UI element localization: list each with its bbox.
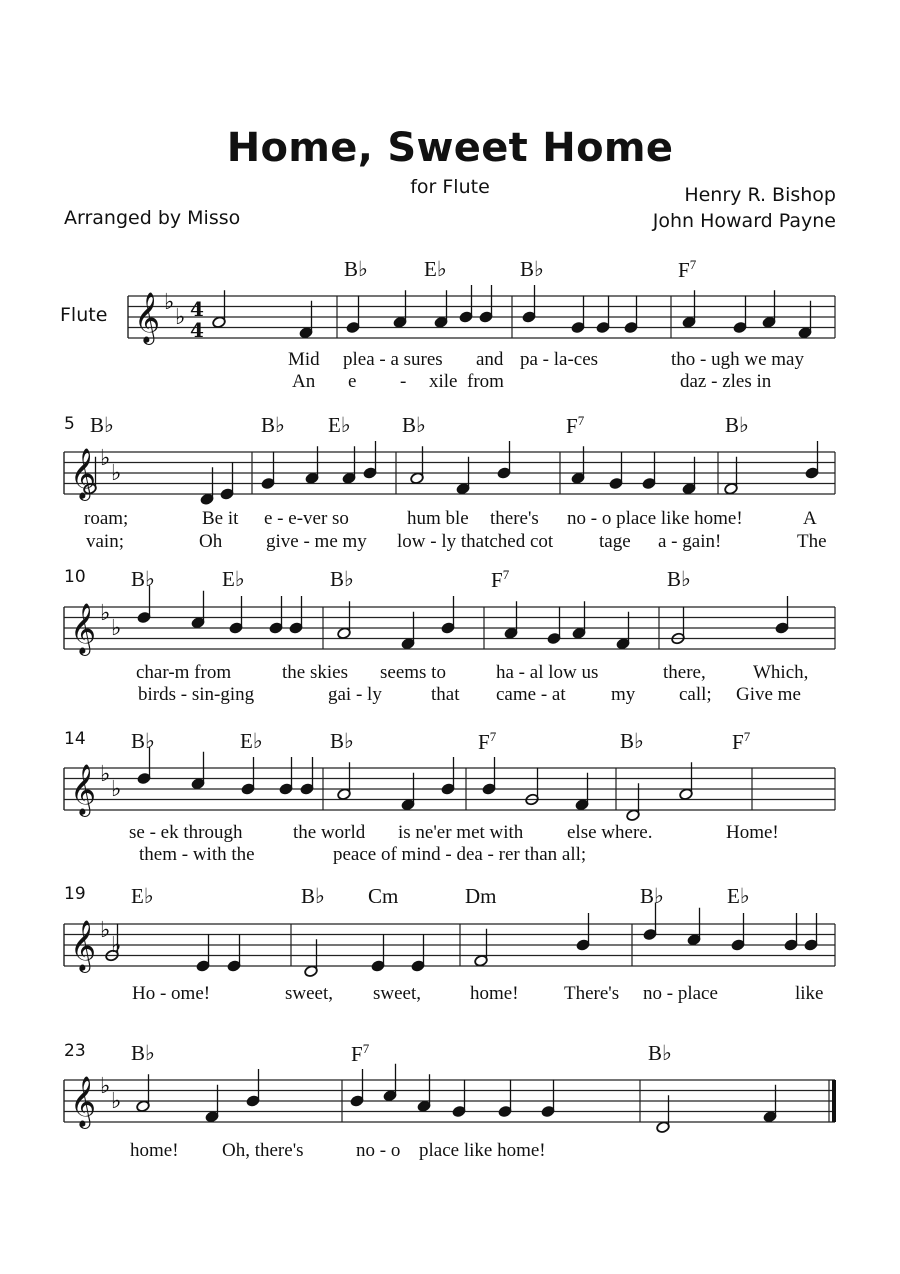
flat-icon: ♭	[100, 1074, 111, 1099]
lyric: Oh, there's	[222, 1140, 304, 1161]
lyric: no - o place like home!	[567, 508, 743, 529]
treble-clef-icon: 𝄞	[70, 603, 97, 654]
measure-number: 23	[64, 1041, 86, 1061]
flat-icon: ♭	[111, 933, 122, 958]
lyric: place like home!	[419, 1140, 546, 1161]
composer-credit: Henry R. Bishop	[684, 184, 836, 206]
chord-symbol: $F^7$	[351, 1041, 370, 1066]
time-signature-numerator: 4	[190, 297, 204, 321]
lyric: seems to	[380, 662, 446, 683]
lyric: my	[611, 684, 636, 705]
chord-symbol: B♭	[620, 729, 644, 753]
score-subtitle: for Flute	[410, 176, 490, 198]
lyric: roam;	[84, 508, 129, 529]
chord-symbol: B♭	[131, 1041, 155, 1065]
lyric: Which,	[753, 662, 809, 683]
lyric: and	[476, 349, 504, 370]
lyric: home!	[130, 1140, 179, 1161]
chord-symbol: B♭	[520, 257, 544, 281]
lyric: Be it	[202, 508, 239, 529]
chord-symbol: E♭	[131, 884, 154, 908]
lyric: peace of mind - dea - rer than all;	[333, 844, 587, 865]
lyric: sweet,	[285, 983, 334, 1004]
lyric: no - o	[356, 1140, 401, 1161]
chord-symbol: E♭	[240, 729, 263, 753]
measure-number: 14	[64, 729, 86, 749]
score-title: Home, Sweet Home	[226, 125, 674, 171]
chord-symbol: E♭	[727, 884, 750, 908]
chord-symbol: B♭	[330, 567, 354, 591]
chord-symbol: B♭	[402, 413, 426, 437]
lyric: There's	[564, 983, 620, 1004]
lyric: from	[467, 371, 504, 392]
lyric: The	[797, 531, 827, 552]
lyric: the skies	[282, 662, 348, 683]
treble-clef-icon: 𝄞	[70, 448, 97, 499]
chord-symbol: $F^7$	[478, 729, 497, 754]
treble-clef-icon: 𝄞	[70, 764, 97, 815]
lyric: them - with the	[139, 844, 255, 865]
lyric: plea - a sures	[343, 349, 443, 370]
measure-number: 10	[64, 567, 86, 587]
chord-symbol: B♭	[301, 884, 325, 908]
arranger-credit: Arranged by Misso	[64, 207, 241, 229]
treble-clef-icon: 𝄞	[70, 920, 97, 971]
lyric: pa - la-ces	[520, 349, 599, 370]
lyric: no - place	[643, 983, 718, 1004]
lyric: came - at	[496, 684, 566, 705]
chord-symbol: B♭	[330, 729, 354, 753]
lyric: -	[400, 371, 407, 392]
chord-symbol: $F^7$	[566, 413, 585, 438]
lyric: birds - sin-ging	[138, 684, 255, 705]
chord-symbol: B♭	[640, 884, 664, 908]
lyric: ha - al low us	[496, 662, 599, 683]
chord-symbol: B♭	[725, 413, 749, 437]
flat-icon: ♭	[111, 616, 122, 641]
chord-symbol: B♭	[131, 567, 155, 591]
flat-icon: ♭	[100, 918, 111, 943]
lyric: sweet,	[373, 983, 422, 1004]
lyric: daz - zles in	[680, 371, 772, 392]
lyric: An	[292, 371, 316, 392]
chord-symbol: E♭	[222, 567, 245, 591]
lyric: char-m from	[136, 662, 232, 683]
chord-symbol: $F^7$	[678, 257, 697, 282]
lyric: there,	[663, 662, 706, 683]
treble-clef-icon: 𝄞	[134, 292, 161, 343]
treble-clef-icon: 𝄞	[70, 1076, 97, 1127]
lyric: e - e-ver so	[264, 508, 349, 529]
chord-symbol: B♭	[648, 1041, 672, 1065]
lyric: tage	[599, 531, 631, 552]
flat-icon: ♭	[100, 446, 111, 471]
flat-icon: ♭	[111, 777, 122, 802]
flat-icon: ♭	[111, 1089, 122, 1114]
instrument-label: Flute	[60, 304, 108, 326]
lyric: the world	[293, 822, 366, 843]
chord-symbol: E♭	[424, 257, 447, 281]
lyricist-credit: John Howard Payne	[652, 210, 836, 232]
lyric: home!	[470, 983, 519, 1004]
chord-symbol: B♭	[131, 729, 155, 753]
lyric: se - ek through	[129, 822, 243, 843]
lyric: vain;	[86, 531, 124, 552]
lyric: tho - ugh we may	[671, 349, 804, 370]
measure-number: 19	[64, 884, 86, 904]
chord-symbol: Cm	[368, 884, 399, 908]
lyric: give - me my	[266, 531, 367, 552]
lyric: A	[803, 508, 817, 529]
chord-symbol: B♭	[667, 567, 691, 591]
final-barline	[832, 1080, 836, 1122]
lyric: that	[431, 684, 460, 705]
lyric: Oh	[199, 531, 223, 552]
lyric: Ho - ome!	[132, 983, 211, 1004]
chord-symbol: E♭	[328, 413, 351, 437]
chord-symbol: B♭	[261, 413, 285, 437]
lyric: call;	[679, 684, 712, 705]
lyric: like	[795, 983, 824, 1004]
lyric: Mid	[288, 349, 320, 370]
chord-symbol: $F^7$	[491, 567, 510, 592]
chord-symbol: $F^7$	[732, 729, 751, 754]
chord-symbol: Dm	[465, 884, 497, 908]
flat-icon: ♭	[164, 290, 175, 315]
lyric: a - gain!	[658, 531, 722, 552]
measure-number: 5	[64, 414, 75, 434]
lyric: Home!	[726, 822, 779, 843]
lyric: e	[348, 371, 357, 392]
flat-icon: ♭	[111, 461, 122, 486]
chord-symbol: B♭	[344, 257, 368, 281]
lyric: xile	[429, 371, 458, 392]
lyric: gai - ly	[328, 684, 382, 705]
lyric: there's	[490, 508, 539, 529]
lyric: else where.	[567, 822, 653, 843]
lyric: low - ly thatched cot	[397, 531, 554, 552]
time-signature-denominator: 4	[190, 318, 204, 342]
lyric: Give me	[736, 684, 801, 705]
lyric: hum ble	[407, 508, 469, 529]
lyric: is ne'er met with	[398, 822, 524, 843]
chord-symbol: B♭	[90, 413, 114, 437]
flat-icon: ♭	[175, 305, 186, 330]
flat-icon: ♭	[100, 762, 111, 787]
flat-icon: ♭	[100, 601, 111, 626]
